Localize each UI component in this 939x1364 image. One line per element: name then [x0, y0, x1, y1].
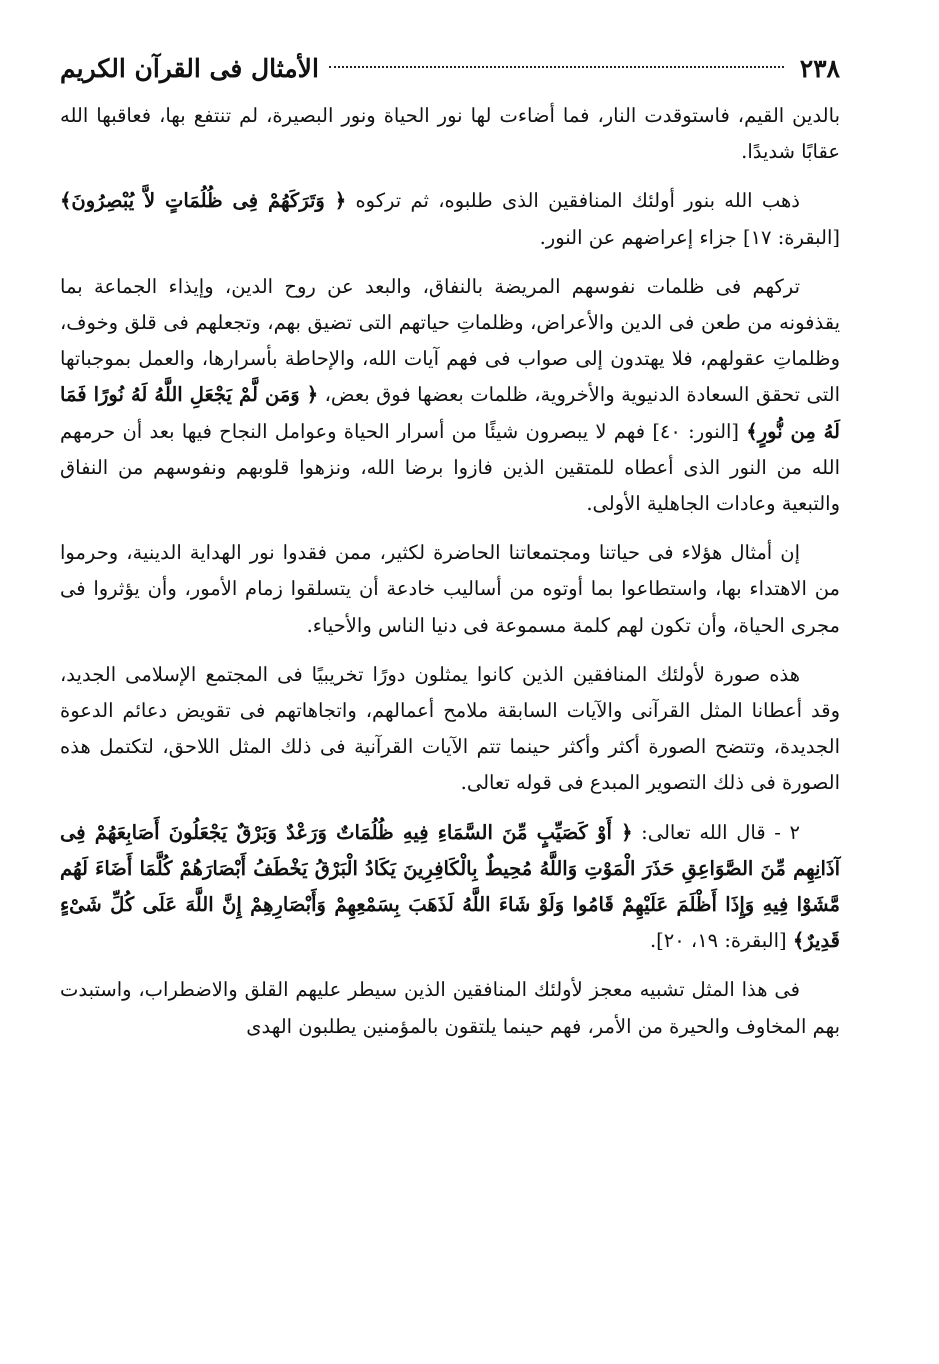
- paragraph-6-text-before: ٢ - قال الله تعالى:: [632, 820, 800, 844]
- paragraph-6: [60, 815, 840, 960]
- paragraph-5-text: هذه صورة لأولئك المنافقين الذين كانوا يمثلون دورًا تخريبيًا فى المجتمع الإسلامى الجديد، وقد أعطانا المثل القرآنى والآيات السابقة ملامح أعمالهم، واتجاهاتهم فى تقويض دعائم الدعوة الجديدة، وتتضح الصورة أكثر وأكثر حينما تتم الآيات القرآنية فى ذلك المثل اللاحق، لتكتمل هذه الصورة فى ذلك التصوير المبدع فى قوله تعالى.: [60, 662, 840, 795]
- quran-verse: ﴿ وَتَرَكَهُمْ فِى ظُلُمَاتٍ لاَّ يُبْصِرُونَ﴾: [60, 189, 347, 213]
- book-page: [60, 46, 840, 1346]
- paragraph-7-text: فى هذا المثل تشبيه معجز لأولئك المنافقين الذين سيطر عليهم القلق والاضطراب، واستبدت بهم المخاوف والحيرة من الأمر، فهم حينما يلتقون بالمؤمنين يطلبون الهدى: [60, 978, 840, 1038]
- paragraph-2-text-after: [البقرة: ١٧] جزاء إعراضهم عن النور.: [539, 225, 840, 249]
- paragraph-7: [60, 972, 840, 1044]
- paragraph-5: [60, 657, 840, 802]
- paragraph-3: [60, 269, 840, 522]
- quran-verse: ﴿ وَمَن لَّمْ يَجْعَلِ اللَّهُ لَهُ نُورًا فَمَا لَهُ مِن نُّورٍ﴾: [60, 383, 841, 443]
- paragraph-2: [60, 183, 840, 255]
- paragraph-1: [60, 98, 840, 170]
- paragraph-1-text: بالدين القيم، فاستوقدت النار، فما أضاءت لها نور الحياة ونور البصيرة، لم تنتفع بها، فعاقبها الله عقابًا شديدًا.: [60, 104, 840, 164]
- paragraph-6-text-after: [البقرة: ١٩، ٢٠].: [649, 929, 793, 953]
- paragraph-3-text-after: [النور: ٤٠] فهم لا يبصرون شيئًا من أسرار الحياة وعوامل النجاح فيها بعد أن حرمهم الله من النور الذى أعطاه للمتقين الذين فازوا برضا الله، ونزهوا قلوبهم ونفوسهم من النفاق والتبعية وعادات الجاهلية الأولى.: [60, 419, 840, 516]
- paragraph-4: [60, 535, 840, 644]
- paragraph-3-text-before: تركهم فى ظلمات نفوسهم المريضة بالنفاق، والبعد عن روح الدين، وإيذاء الجماعة بما يقذفونه من طعن فى الدين والأعراض، وظلماتِ حياتهم التى تضيق بهم، وتجعلهم فى قلق وخوف، وظلماتِ عقولهم، فلا يهتدون إلى صواب فى فهم آيات الله، والإحاطة بأسرارها، والعمل بموجباتها التى تحقق السعادة الدنيوية والأخروية، ظلمات بعضها فوق بعض،: [60, 274, 840, 407]
- book-title: الأمثال فى القرآن الكريم: [60, 54, 319, 83]
- page-body: [60, 98, 840, 1045]
- running-header: [60, 46, 840, 92]
- paragraph-2-text-before: ذهب الله بنور أولئك المنافقين الذى طلبوه، ثم تركوه: [346, 189, 800, 213]
- dotted-leader: [329, 66, 784, 68]
- quran-verse: ﴿ أَوْ كَصَيِّبٍ مِّنَ السَّمَاءِ فِيهِ ظُلُمَاتٌ وَرَعْدٌ وَبَرْقٌ يَجْعَلُونَ أَصَابِعَهُمْ فِى آذَانِهِم مِّنَ الصَّوَاعِقِ حَذَرَ الْمَوْتِ وَاللَّهُ مُحِيطٌ بِالْكَافِرِينَ يَكَادُ الْبَرْقُ يَخْطَفُ أَبْصَارَهُمْ كُلَّمَا أَضَاءَ لَهُم مَّشَوْا فِيهِ وَإِذَا أَظْلَمَ عَلَيْهِمْ قَامُوا وَلَوْ شَاءَ اللَّهُ لَذَهَبَ بِسَمْعِهِمْ وَأَبْصَارِهِمْ إِنَّ اللَّهَ عَلَى كُلِّ شَىْءٍ قَدِيرٌ﴾: [60, 820, 840, 953]
- paragraph-4-text: إن أمثال هؤلاء فى حياتنا ومجتمعاتنا الحاضرة لكثير، ممن فقدوا نور الهداية الدينية، وحرموا من الاهتداء بها، واستطاعوا بما أوتوه من أساليب خادعة أن يتسلقوا زمام الأمور، وأن يؤثروا فى مجرى الحياة، وأن تكون لهم كلمة مسموعة فى دنيا الناس والأحياء.: [60, 541, 840, 637]
- page-number: ٢٣٨: [799, 54, 840, 83]
